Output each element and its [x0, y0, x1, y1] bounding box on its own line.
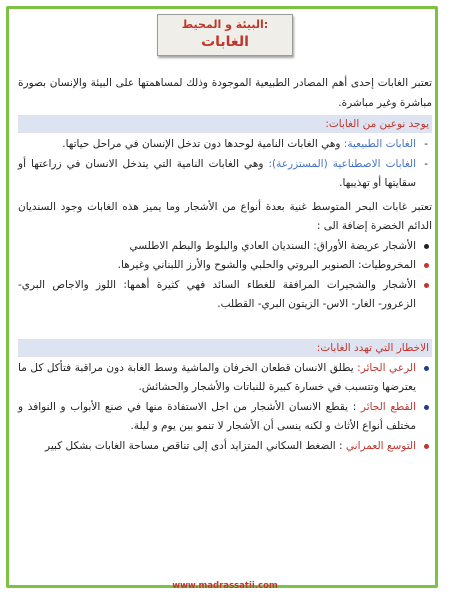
definition-text: وهي الغابات النامية لوحدها دون تدخل الإنسان في مراحل حياتها. — [62, 138, 344, 150]
tree-text: الأشجار عريضة الأوراق: السنديان العادي والبلوط والبطم الاطلسي — [129, 239, 416, 252]
danger-text: يطلق الانسان قطعان الخرفان والماشية وسط الغابة دون مراقبة فتأكل كل ما يعترضها وتتسبب في خسارة كبيرة للنباتات والأشجار والحشائش. — [18, 361, 416, 393]
term-overgrazing: الرعي الجائر: — [357, 361, 416, 374]
danger-text: : يقطع الانسان الأشجار من اجل الاستفادة منها في صنع الأبواب و النوافذ و مختلف أنواع الأثاث و لكنه ينسى أن الأشجار لا تنمو بين يوم و ليلة. — [18, 400, 416, 432]
dash-marker: - — [424, 157, 428, 170]
section-heading-types: يوجد نوعين من الغابات: — [18, 115, 432, 133]
section-heading-dangers: الاخطار التي تهدد الغابات: — [18, 339, 432, 357]
title-subject: البيئة و المحيط: — [181, 18, 269, 31]
term-overcutting: القطع الجائر — [360, 400, 416, 413]
term-artificial-forests: الغابات الاصطناعية (المستزرعة): — [268, 157, 417, 170]
title-box — [157, 14, 293, 56]
dash-marker: - — [424, 138, 428, 150]
list-item — [18, 276, 432, 315]
page-title: الغابات — [201, 34, 249, 50]
bullet-icon — [424, 263, 429, 268]
bullet-icon — [424, 405, 429, 410]
intro-paragraph: تعتبر الغابات إحدى أهم المصادر الطبيعية الموجودة وذلك لمساهمتها على البيئة والإنسان بصورة مباشرة وغير مباشرة. — [18, 77, 432, 109]
list-item — [18, 237, 432, 257]
forest-types-list — [18, 135, 432, 194]
document-body — [18, 74, 432, 456]
mediterranean-paragraph: تعتبر غابات البحر المتوسط غنية بعدة أنواع من الأشجار وما يميز هذه الغابات وجود السنديان الدائم الخضرة إضافة الى : — [18, 200, 432, 232]
dangers-list — [18, 359, 432, 457]
definition-text: وهي الغابات النامية التي يتدخل الانسان في زراعتها أو سقايتها أو تهذيبها. — [18, 157, 416, 189]
term-urban-expansion: التوسع العمراني — [345, 439, 416, 452]
list-item — [18, 155, 432, 194]
footer-url: www.madrassatii.com — [172, 581, 278, 591]
tree-text: المخروطيات: الصنوبر البروتي والحلبي والشوح والأرز اللبناني وغيرها. — [117, 259, 416, 271]
bullet-icon — [424, 283, 429, 288]
list-item — [18, 359, 432, 398]
trees-list — [18, 237, 432, 315]
term-natural-forests: الغابات الطبيعية: — [343, 138, 416, 150]
tree-text: الأشجار والشجيرات المرافقة للغطاء السائد فهي كثيرة أهمها: اللوز والاجاص البري- الزعرور- الغار- الاس- الزيتون البري- القطلب. — [18, 278, 416, 310]
bullet-icon — [424, 244, 429, 249]
danger-text: : الضغط السكاني المتزايد أدى إلى تناقص مساحة الغابات بشكل كبير — [45, 439, 346, 452]
list-item — [18, 256, 432, 276]
bullet-icon — [424, 366, 429, 371]
bullet-icon — [424, 444, 429, 449]
list-item — [18, 437, 432, 457]
list-item — [18, 135, 432, 155]
list-item — [18, 398, 432, 437]
